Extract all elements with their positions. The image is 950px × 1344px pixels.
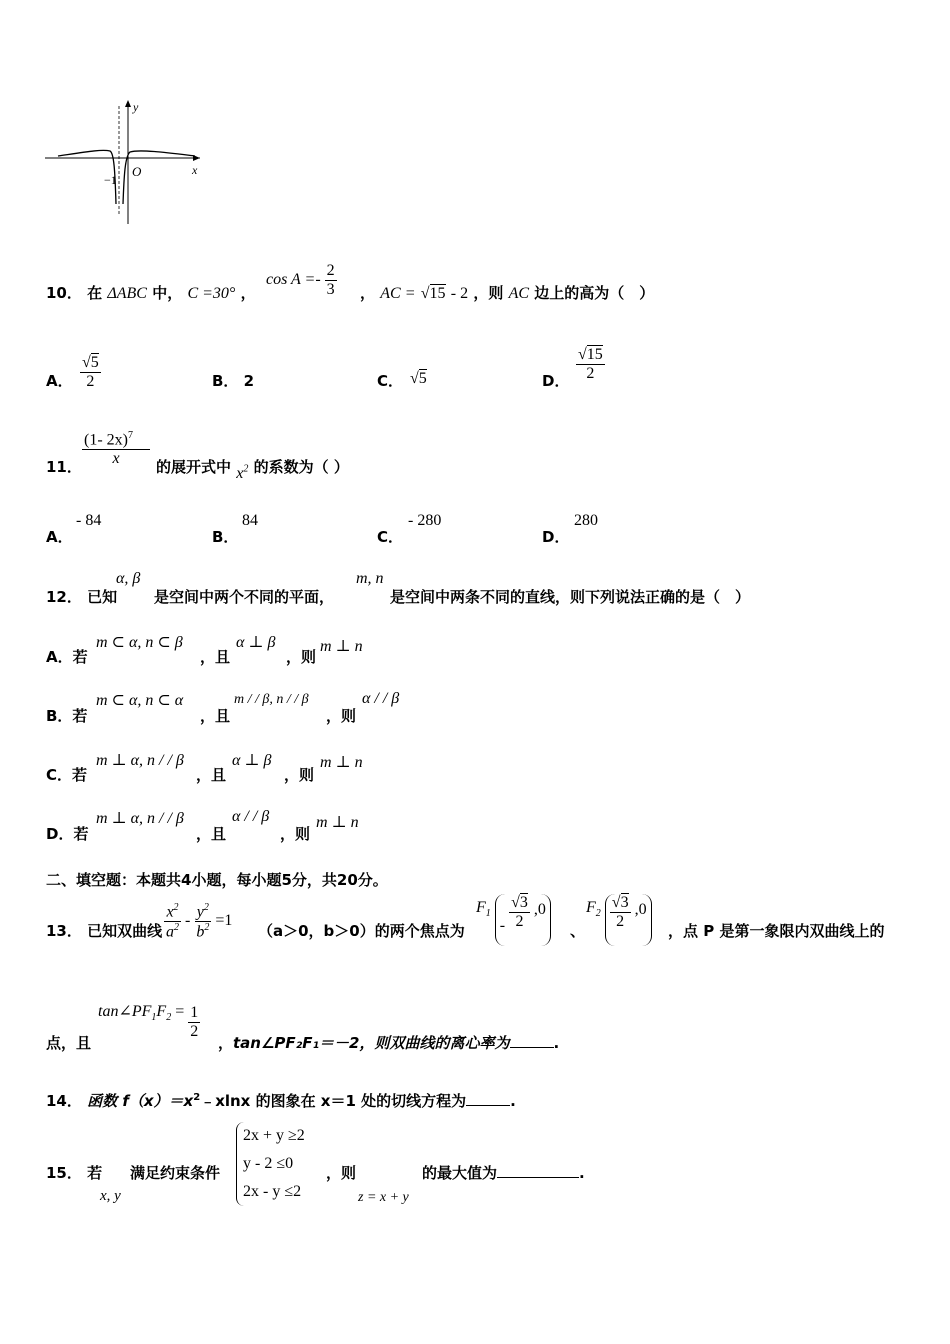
q13-stem-1 bbox=[46, 920, 162, 941]
q10-option-a-label: A． bbox=[46, 372, 73, 390]
q10-option-d-label: D． bbox=[542, 372, 570, 390]
x-axis-label: x bbox=[192, 163, 198, 177]
q13-tan1 bbox=[98, 1004, 200, 1040]
q13-f2-sub: 2 bbox=[595, 907, 601, 919]
q10-cos-num: 2 bbox=[326, 262, 335, 279]
q15-stem-1 bbox=[46, 1162, 102, 1183]
q11-option-c-label: C． bbox=[377, 528, 404, 546]
q13-x: x bbox=[166, 903, 174, 921]
q13-f2: $F_2$ $\frac{√3}{2}$ ,0 bbox=[586, 894, 652, 946]
q13-minus: - bbox=[185, 912, 191, 930]
q12-option-b-z: ，则 bbox=[326, 707, 357, 725]
q15-constraint-3: 2x - y ≤2 bbox=[243, 1183, 302, 1200]
q12-stem-1 bbox=[46, 586, 117, 607]
q12-text-3: 是空间中两条不同的直线，则下列说法正确的是（ ） bbox=[390, 588, 751, 606]
section-2-heading: 二、填空题：本题共4小题，每小题5分，共20分。 bbox=[46, 871, 388, 889]
q13-f1: $F_1$ - $\frac{√3}{2}$ ,0 bbox=[476, 894, 551, 946]
origin-label: O bbox=[132, 164, 142, 179]
q14-text-1: 函数 f（x）＝x bbox=[87, 1092, 194, 1110]
q10-text-3: ，则 bbox=[473, 284, 504, 302]
q12-option-b-c3: α / / β bbox=[362, 690, 400, 707]
q13-y: y bbox=[196, 903, 204, 921]
q13-answer-blank[interactable] bbox=[510, 1047, 554, 1048]
q15-constraint-1: 2x + y ≥2 bbox=[243, 1127, 305, 1144]
q12-option-c-c3: m ⊥ n bbox=[320, 754, 363, 771]
q10-cos bbox=[266, 262, 337, 298]
q10-number: 10． bbox=[46, 284, 82, 302]
q15-text-4: 的最大值为 bbox=[422, 1164, 498, 1182]
function-graph bbox=[40, 96, 215, 228]
q10-cos-lhs: cos A =- bbox=[266, 270, 321, 288]
q12-option-d-q: ，且 bbox=[196, 825, 227, 843]
q14 bbox=[46, 1090, 516, 1111]
q15-end: . bbox=[579, 1164, 585, 1182]
q15-objective: z = x + y bbox=[358, 1190, 409, 1205]
q10-triangle: ΔABC bbox=[107, 285, 147, 302]
q13-f2-den: 2 bbox=[616, 912, 625, 930]
q12-option-c-q: ，且 bbox=[196, 766, 227, 784]
q13-f1-zero: ,0 bbox=[533, 900, 546, 918]
q13-f2-letter: F bbox=[586, 898, 596, 916]
q12-option-c-c2: α ⊥ β bbox=[232, 752, 272, 769]
q13-f2-rad: 3 bbox=[620, 894, 629, 911]
q11-option-a-value: - 84 bbox=[76, 512, 102, 529]
q15-answer-blank[interactable] bbox=[497, 1177, 579, 1178]
q13-tan1-eq: = bbox=[175, 1002, 185, 1020]
q10-option-c-label: C． bbox=[377, 372, 404, 390]
q14-exp: 2 bbox=[193, 1092, 201, 1103]
q13-number: 13． bbox=[46, 922, 82, 940]
q12-option-b-c2: m / / β, n / / β bbox=[234, 692, 309, 707]
q10-c-radicand: 5 bbox=[418, 370, 427, 387]
q12-option-a-z: ，则 bbox=[286, 648, 317, 666]
y-axis-arrow-icon bbox=[125, 100, 131, 107]
q13-f1-sub: 1 bbox=[485, 907, 491, 919]
q13-tan2 bbox=[218, 1032, 559, 1053]
q12-text-2: 是空间中两个不同的平面， bbox=[154, 588, 335, 606]
q13-text-3: 点，且 bbox=[46, 1034, 92, 1052]
tick-label: −1 bbox=[104, 173, 117, 187]
q10-option-b-value: 2 bbox=[243, 372, 255, 390]
q12-option-a-c2: α ⊥ β bbox=[236, 634, 276, 651]
q12-option-d-z: ，则 bbox=[280, 825, 311, 843]
q11-option-d-value: 280 bbox=[574, 512, 598, 529]
q13-comma: ， bbox=[218, 1034, 234, 1052]
q12-option-c-c1: m ⊥ α, n / / β bbox=[96, 752, 184, 769]
q13-text-2: ，点 P 是第一象限内双曲线上的 bbox=[668, 922, 885, 940]
q13-eq1: =1 bbox=[215, 912, 233, 930]
q10-cos-frac bbox=[325, 262, 337, 298]
q12-option-a-q: ，且 bbox=[200, 648, 231, 666]
q15-tail bbox=[422, 1162, 585, 1183]
q13-tan1-s1: 1 bbox=[151, 1011, 157, 1023]
q11-stem bbox=[156, 456, 349, 482]
q15-vars: x, y bbox=[100, 1188, 121, 1204]
q10-a-den: 2 bbox=[86, 372, 95, 390]
q11-numerator: (1- 2x) bbox=[84, 431, 128, 449]
q11-option-b-label: B． bbox=[212, 528, 239, 546]
q12-option-a-c3: m ⊥ n bbox=[320, 638, 363, 655]
q11-option-a-label: A． bbox=[46, 528, 73, 546]
q13-f1-letter: F bbox=[476, 898, 486, 916]
q13-tan1-f: F bbox=[156, 1002, 167, 1020]
q11-denominator: x bbox=[112, 449, 120, 467]
q10-angle-c: C =30° bbox=[187, 285, 236, 302]
q12-option-a-label: A．若 bbox=[46, 648, 88, 666]
q10-ac-radicand: 15 bbox=[429, 285, 446, 302]
q10-text-1: 在 bbox=[87, 284, 103, 302]
q11-text-2: 的系数为（ ） bbox=[253, 458, 349, 476]
q12-number: 12． bbox=[46, 588, 82, 606]
q13-tan1-a: tan∠PF bbox=[98, 1002, 152, 1020]
y-axis-label: y bbox=[133, 100, 139, 114]
q12-option-c-label: C．若 bbox=[46, 766, 88, 784]
q15-text-2: 满足约束条件 bbox=[130, 1164, 221, 1182]
q13-text-1: 已知双曲线 bbox=[87, 922, 163, 940]
q13-a: a bbox=[166, 923, 174, 941]
q12-text-1: 已知 bbox=[87, 588, 118, 606]
q13-f1-den: 2 bbox=[515, 912, 524, 930]
q15-constraint-2: y - 2 ≤0 bbox=[243, 1155, 294, 1172]
q10-comma: ， bbox=[360, 284, 376, 302]
q11-x: x bbox=[236, 465, 244, 482]
q11-fraction bbox=[82, 430, 150, 468]
q13-b: b bbox=[196, 923, 205, 941]
q13-f2-zero: ,0 bbox=[634, 900, 647, 918]
q13-sep: 、 bbox=[570, 922, 586, 940]
q12-option-b-q: ，且 bbox=[200, 707, 231, 725]
q10-option-b-label: B． bbox=[212, 372, 239, 390]
q10-ac-tail: - 2 bbox=[450, 285, 469, 302]
q13-f1-neg: - bbox=[499, 916, 506, 934]
q12-option-b-label: B．若 bbox=[46, 707, 88, 725]
q10-text-2: 中， bbox=[152, 284, 183, 302]
q12-mn: m, n bbox=[356, 570, 384, 587]
q13-cond: （a＞0，b＞0）的两个焦点为 bbox=[258, 922, 465, 940]
q12-option-d-label: D．若 bbox=[46, 825, 89, 843]
q10-sep: ， bbox=[240, 284, 256, 302]
q15-text-3: ，则 bbox=[326, 1164, 357, 1182]
q14-end: . bbox=[510, 1092, 516, 1110]
q10-option-a-value: $\frac{√5}{2}$ bbox=[82, 354, 99, 390]
q10-a-radicand: 5 bbox=[90, 354, 99, 371]
q13-tan1-s2: 2 bbox=[166, 1011, 172, 1023]
q13-f1-rad: 3 bbox=[519, 894, 528, 911]
q11-option-d-label: D． bbox=[542, 528, 570, 546]
q13-tan1-den: 2 bbox=[190, 1022, 199, 1040]
q13-tan1-num: 1 bbox=[190, 1004, 199, 1021]
q12-option-a-c1: m ⊂ α, n ⊂ β bbox=[96, 634, 183, 651]
q10-rest: ， AC = √15 - 2 ，则 AC 边上的高为（ ） bbox=[360, 284, 655, 302]
q10-option-c-value: √5 bbox=[410, 370, 427, 387]
q12-alpha-beta: α, β bbox=[116, 570, 141, 587]
q10-cos-den: 3 bbox=[326, 280, 335, 298]
q14-answer-blank[interactable] bbox=[466, 1105, 510, 1106]
q10-option-d-value: $\frac{√15}{2}$ bbox=[578, 346, 603, 382]
q13-text-4: tan∠PF₂F₁＝－2，则双曲线的离心率为 bbox=[233, 1034, 510, 1052]
q12-option-d-c1: m ⊥ α, n / / β bbox=[96, 810, 184, 827]
q12-option-d-c2: α / / β bbox=[232, 808, 270, 825]
q11-x2 bbox=[236, 465, 248, 482]
q12-option-d-c3: m ⊥ n bbox=[316, 814, 359, 831]
q15-constraints bbox=[236, 1122, 305, 1206]
q15-text-1: 若 bbox=[87, 1164, 103, 1182]
q11-x-exp: 2 bbox=[243, 463, 249, 475]
q10-text-4: 边上的高为（ ） bbox=[534, 284, 655, 302]
q12-option-b-c1: m ⊂ α, n ⊂ α bbox=[96, 692, 184, 709]
q11-exponent: 7 bbox=[127, 430, 133, 441]
q11-text-1: 的展开式中 bbox=[156, 458, 232, 476]
q11-number: 11． bbox=[46, 458, 82, 476]
q15-number: 15． bbox=[46, 1164, 82, 1182]
q11-option-c-value: - 280 bbox=[408, 512, 442, 529]
q10-option-b bbox=[212, 370, 254, 391]
q10-ac: AC = bbox=[380, 285, 416, 302]
q10-d-radicand: 15 bbox=[586, 346, 603, 363]
q10-d-den: 2 bbox=[586, 364, 595, 382]
q13-hyperbola: $\frac{x^2}{a^2}$ - $\frac{y^2}{b^2}$ =1 bbox=[166, 902, 233, 941]
q11-option-b-value: 84 bbox=[242, 512, 258, 529]
q13-end: . bbox=[553, 1034, 560, 1052]
q12-option-c-z: ，则 bbox=[284, 766, 315, 784]
q10-stem bbox=[46, 282, 256, 303]
q10-ac-2: AC bbox=[508, 285, 530, 302]
q14-text-2: ﹣xlnx 的图象在 x＝1 处的切线方程为 bbox=[200, 1092, 467, 1110]
q14-number: 14． bbox=[46, 1092, 82, 1110]
